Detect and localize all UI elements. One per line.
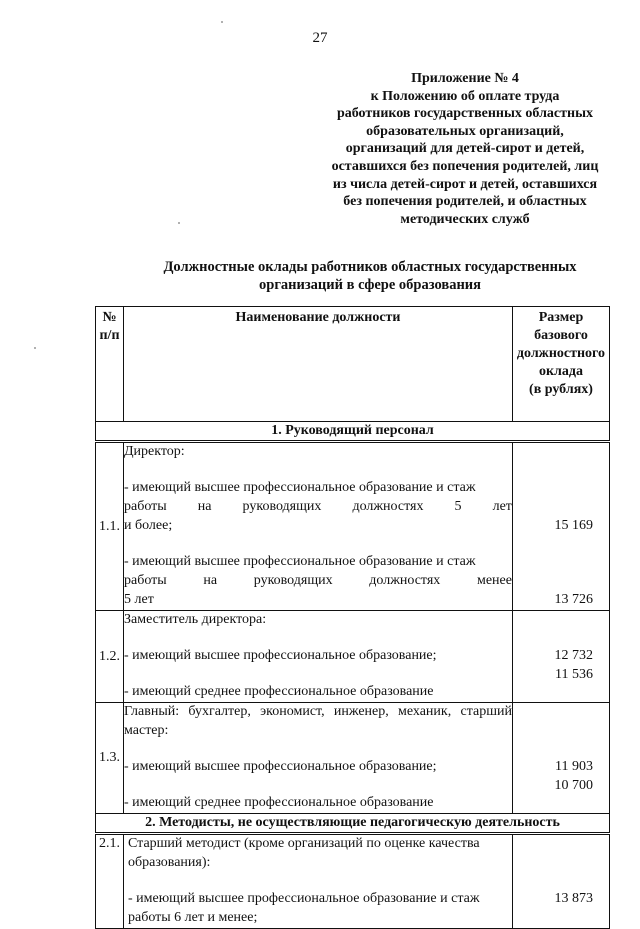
title-line: Должностные оклады работников областных государственных [163,259,577,275]
appendix-line: образовательных организаций, [366,123,564,139]
header-salary-size: Размер базового должностного оклада (в рублях) [513,307,610,422]
header-number: № п/п [96,307,124,422]
page-number: 27 [312,30,328,46]
table-row [96,442,610,611]
row-number: 1.1. [96,442,124,611]
table-row [96,834,610,929]
document-title [130,258,610,294]
table-header-row [96,307,610,422]
appendix-line: Приложение № 4 [411,71,519,86]
scan-speck [221,21,223,23]
salary-value: 11 903 10 700 [513,703,610,814]
position-name: Заместитель директора: - имеющий высшее профессиональное образование; - имеющий среднее профессиональное образование [124,611,513,703]
appendix-line: организаций для детей-сирот и детей, [345,141,585,157]
scan-speck [34,347,36,349]
appendix-line: оставшихся без попечения родителей, лиц [331,158,599,174]
appendix-line: из числа детей-сирот и детей, оставшихся [332,176,598,192]
position-name: Главный: бухгалтер, экономист, инженер, механик, старший мастер: - имеющий высшее профессиональное образование; - имеющий среднее профессиональное образование [124,703,513,814]
appendix-line: методических служб [400,211,530,227]
section-title: 1. Руководящий персонал [96,422,610,442]
position-name: Директор: - имеющий высшее профессиональное образование и стаж работы на руководящих должностях 5 лет и более; - имеющий высшее профессиональное образование и стаж работы на руководящих должностях менее 5 лет [124,442,513,611]
appendix-header [300,70,630,228]
section-title: 2. Методисты, не осуществляющие педагогическую деятельность [96,814,610,834]
row-number: 1.2. [96,611,124,703]
salary-table [95,306,610,929]
salary-value: 15 169 13 726 [513,442,610,611]
appendix-line: работников государственных областных [336,106,594,122]
table-row [96,611,610,703]
row-number: 1.3. [96,703,124,814]
header-position-name: Наименование должности [124,307,513,422]
salary-value: 13 873 [513,834,610,929]
row-number: 2.1. [96,834,124,929]
appendix-line: к Положению об оплате труда [370,88,560,104]
table-row [96,703,610,814]
section-row [96,814,610,834]
scan-speck [178,222,180,224]
section-row [96,422,610,442]
appendix-line: без попечения родителей, и областных [343,194,587,210]
position-name: Старший методист (кроме организаций по оценке качества образования): - имеющий высшее профессиональное образование и стаж работы 6 лет и менее; [124,834,513,929]
salary-value: 12 732 11 536 [513,611,610,703]
title-line: организаций в сфере образования [259,277,481,293]
